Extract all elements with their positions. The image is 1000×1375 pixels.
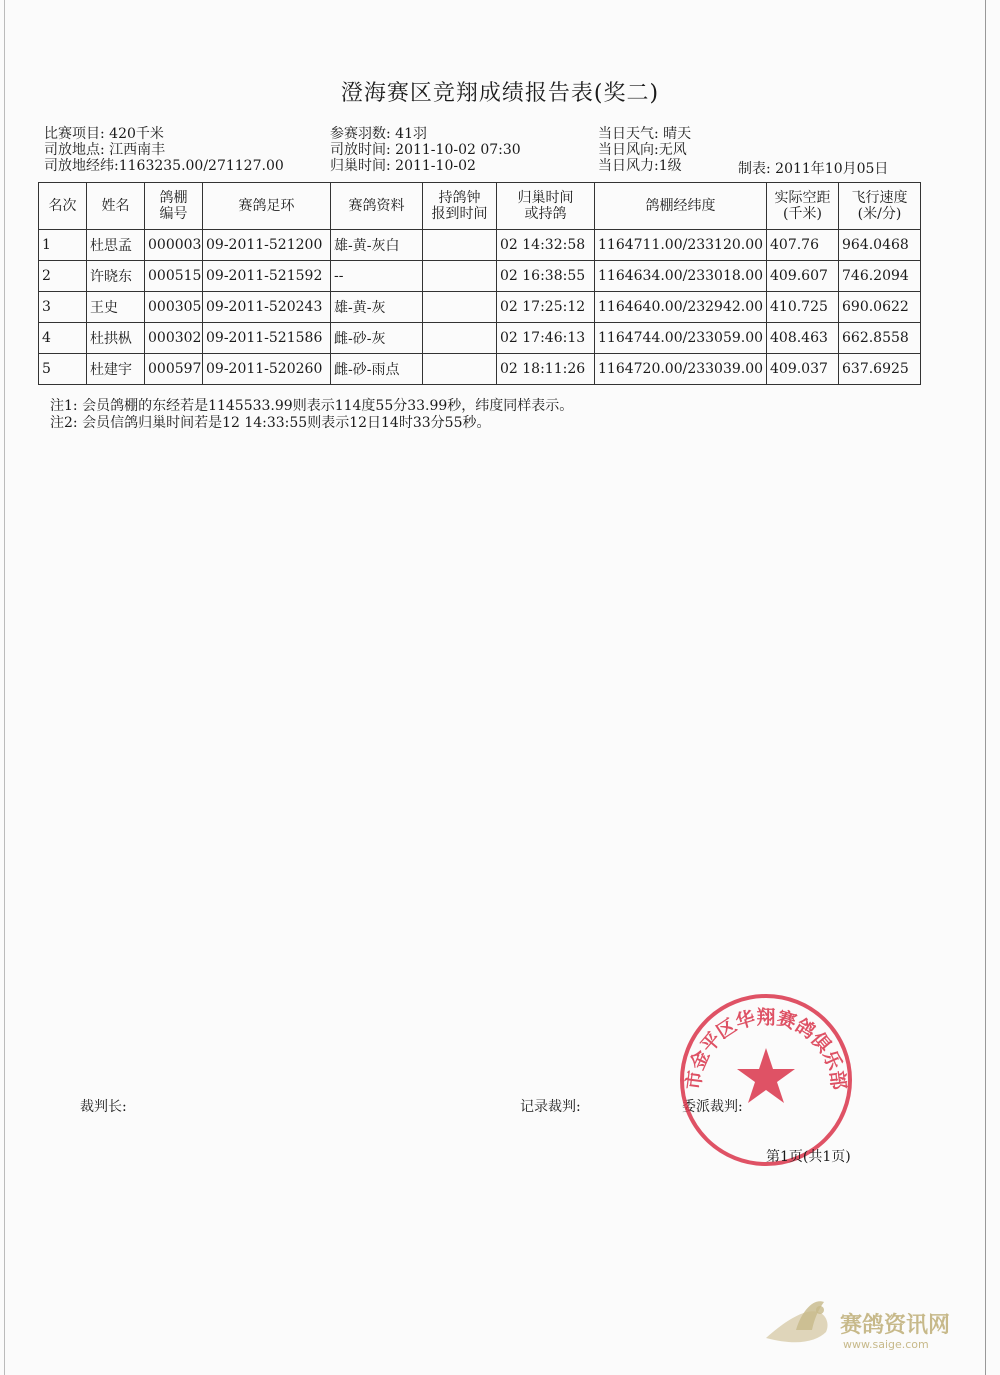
cell-arrival: 02 17:46:13 [497, 323, 595, 354]
info-value: 2011-10-02 [395, 158, 476, 174]
note-2: 注2: 会员信鸽归巢时间若是12 14:33:55则表示12日14时33分55秒。 [50, 415, 491, 431]
results-table [38, 182, 921, 385]
cell-loft-id: 000305 [145, 292, 203, 323]
note-1: 注1: 会员鸽棚的东经若是1145533.99则表示114度55分33.99秒，纬度同样表示。 [50, 398, 574, 414]
col-name: 姓名 [87, 183, 145, 230]
entry-count-row [330, 126, 521, 142]
cell-arrival: 02 18:11:26 [497, 354, 595, 385]
cell-rank: 1 [39, 230, 87, 261]
col-loft-coords: 鸽棚经纬度 [595, 183, 767, 230]
cell-clock-time [423, 354, 497, 385]
cell-speed: 662.8558 [839, 323, 921, 354]
race-info-column-3 [598, 126, 691, 174]
made-label: 制表: [738, 161, 771, 177]
wind-direction-row [598, 142, 691, 158]
cell-speed: 746.2094 [839, 261, 921, 292]
info-value: 41羽 [395, 126, 427, 142]
release-location-row [44, 142, 284, 158]
info-label: 归巢时间: [330, 158, 391, 174]
report-title: 澄海赛区竞翔成绩报告表(奖二) [340, 81, 660, 106]
info-value: 2011-10-02 07:30 [395, 142, 521, 158]
cell-distance: 410.725 [767, 292, 839, 323]
table-row [39, 230, 921, 261]
info-value: 420千米 [109, 126, 164, 142]
cell-rank: 4 [39, 323, 87, 354]
col-rank: 名次 [39, 183, 87, 230]
col-distance: 实际空距 (千米) [767, 183, 839, 230]
cell-speed: 690.0622 [839, 292, 921, 323]
info-label: 当日天气: [598, 126, 659, 142]
cell-bird-info: 雄-黄-灰 [331, 292, 423, 323]
race-item-row [44, 126, 284, 142]
info-label: 当日风力: [598, 158, 659, 174]
cell-loft-coords: 1164744.00/233059.00 [595, 323, 767, 354]
cell-arrival: 02 17:25:12 [497, 292, 595, 323]
col-bird-info: 赛鸽资料 [331, 183, 423, 230]
table-row [39, 261, 921, 292]
info-label: 比赛项目: [44, 126, 105, 142]
cell-name: 杜建宇 [87, 354, 145, 385]
cell-clock-time [423, 323, 497, 354]
cell-speed: 964.0468 [839, 230, 921, 261]
chief-referee-signature: 裁判长: [80, 1099, 127, 1115]
info-value: 1163235.00/271127.00 [118, 158, 284, 174]
cell-ring: 09-2011-520260 [203, 354, 331, 385]
page-number: 第1页(共1页) [766, 1149, 851, 1165]
race-info-column-2 [330, 126, 521, 174]
cell-loft-id: 000515 [145, 261, 203, 292]
cell-loft-id: 000597 [145, 354, 203, 385]
info-label: 司放地经纬: [44, 158, 119, 174]
cell-name: 杜思孟 [87, 230, 145, 261]
cell-rank: 2 [39, 261, 87, 292]
table-header-row [39, 183, 921, 230]
wind-force-row [598, 158, 691, 174]
table-row [39, 354, 921, 385]
info-value: 无风 [658, 142, 687, 158]
race-info-column-1 [44, 126, 284, 174]
notes [50, 398, 573, 432]
col-clock-time: 持鸽钟 报到时间 [423, 183, 497, 230]
cell-rank: 5 [39, 354, 87, 385]
release-time-row [330, 142, 521, 158]
cell-distance: 409.607 [767, 261, 839, 292]
made-date-value: 2011年10月05日 [775, 161, 889, 177]
cell-clock-time [423, 261, 497, 292]
cell-distance: 409.037 [767, 354, 839, 385]
cell-name: 许晓东 [87, 261, 145, 292]
seal-star-icon [737, 1048, 795, 1103]
table-row [39, 292, 921, 323]
weather-row [598, 126, 691, 142]
cell-loft-coords: 1164634.00/233018.00 [595, 261, 767, 292]
cell-loft-id: 000003 [145, 230, 203, 261]
cell-rank: 3 [39, 292, 87, 323]
cell-name: 王史 [87, 292, 145, 323]
info-value: 晴天 [663, 126, 692, 142]
info-label: 司放时间: [330, 142, 391, 158]
col-loft-id: 鸽棚 编号 [145, 183, 203, 230]
cell-arrival: 02 14:32:58 [497, 230, 595, 261]
page-edge-left [4, 0, 5, 1375]
cell-loft-coords: 1164711.00/233120.00 [595, 230, 767, 261]
watermark-name: 赛鸽资讯网 [840, 1313, 951, 1338]
col-arrival: 归巢时间 或持鸽 [497, 183, 595, 230]
cell-loft-id: 000302 [145, 323, 203, 354]
cell-clock-time [423, 230, 497, 261]
col-speed: 飞行速度 (米/分) [839, 183, 921, 230]
info-value: 1级 [658, 158, 682, 174]
cell-name: 杜拱枞 [87, 323, 145, 354]
made-date [738, 158, 888, 178]
cell-distance: 408.463 [767, 323, 839, 354]
record-referee-signature: 记录裁判: [520, 1099, 581, 1115]
cell-bird-info: 雌-砂-灰 [331, 323, 423, 354]
cell-loft-coords: 1164640.00/232942.00 [595, 292, 767, 323]
watermark-url: www.saige.com [843, 1338, 929, 1351]
cell-bird-info: 雄-黄-灰白 [331, 230, 423, 261]
seal-text: 市金平区华翔赛鸽俱乐部 [682, 1006, 850, 1091]
cell-bird-info: -- [331, 261, 423, 292]
cell-ring: 09-2011-521200 [203, 230, 331, 261]
release-coords-row [44, 158, 284, 174]
info-label: 司放地点: [44, 142, 105, 158]
cell-ring: 09-2011-521592 [203, 261, 331, 292]
page-edge-right [985, 0, 986, 1375]
club-seal [676, 990, 856, 1170]
delegate-referee-signature: 委派裁判: [682, 1099, 743, 1115]
info-value: 江西南丰 [109, 142, 166, 158]
cell-bird-info: 雌-砂-雨点 [331, 354, 423, 385]
cell-distance: 407.76 [767, 230, 839, 261]
cell-ring: 09-2011-520243 [203, 292, 331, 323]
cell-loft-coords: 1164720.00/233039.00 [595, 354, 767, 385]
cell-speed: 637.6925 [839, 354, 921, 385]
info-label: 参赛羽数: [330, 126, 391, 142]
col-ring: 赛鸽足环 [203, 183, 331, 230]
table-row [39, 323, 921, 354]
cell-arrival: 02 16:38:55 [497, 261, 595, 292]
return-time-row [330, 158, 521, 174]
cell-ring: 09-2011-521586 [203, 323, 331, 354]
info-label: 当日风向: [598, 142, 659, 158]
cell-clock-time [423, 292, 497, 323]
